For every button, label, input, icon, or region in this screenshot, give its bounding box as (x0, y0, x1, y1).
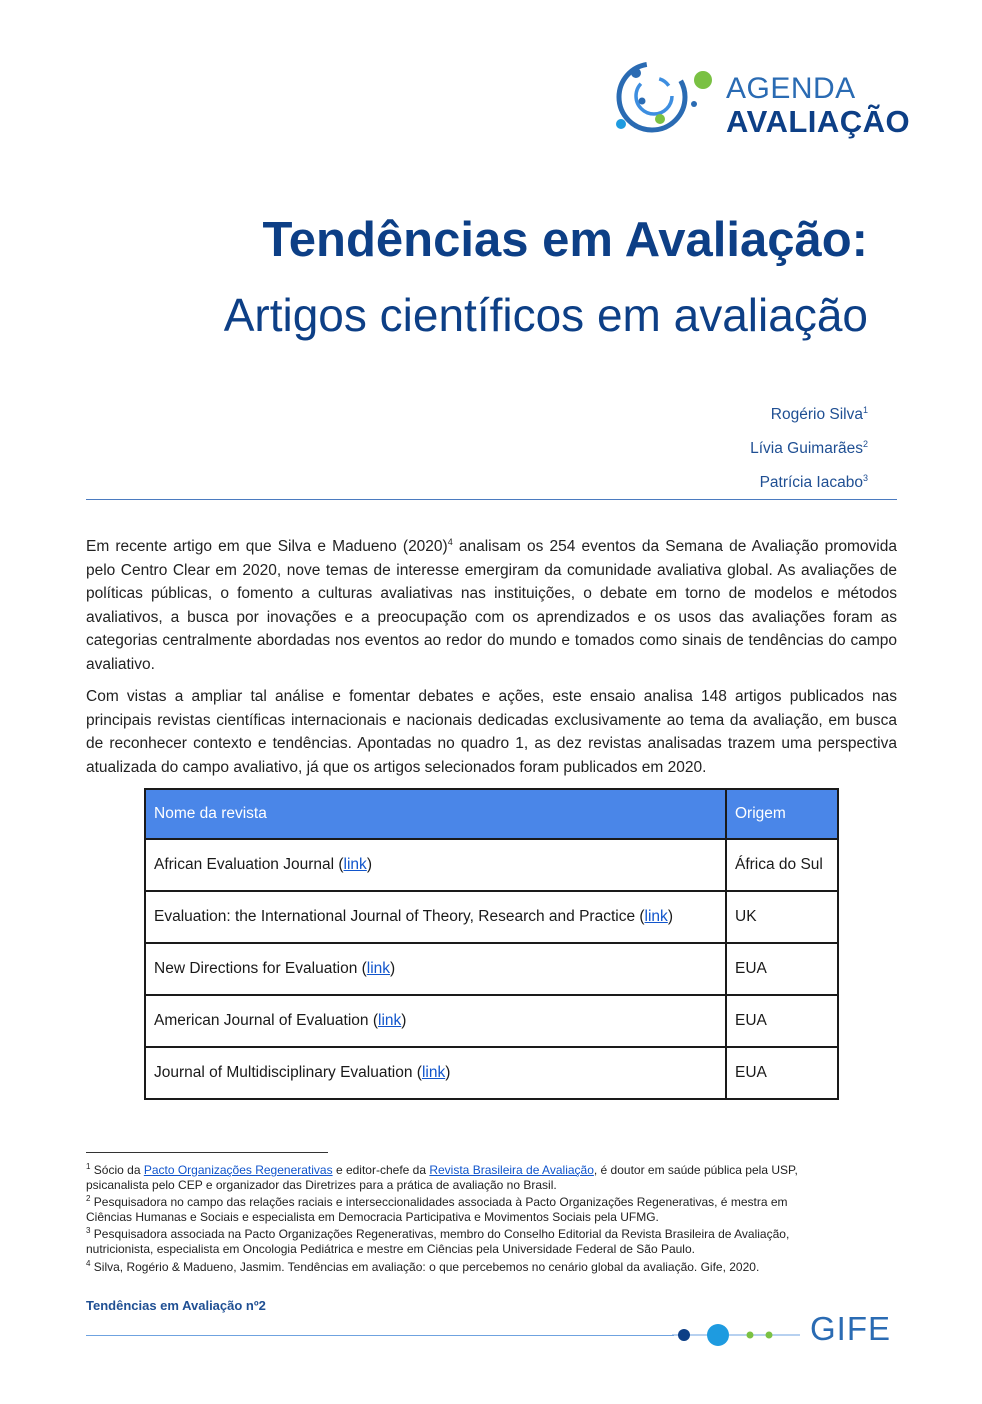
footnote-text: , é doutor em saúde pública pela USP, (593, 1163, 798, 1177)
column-header-journal: Nome da revista (145, 789, 726, 839)
paragraph-text: Em recente artigo em que Silva e Madueno (2020) (86, 538, 448, 555)
logo-text-agenda: AGENDA (726, 72, 856, 105)
journal-link[interactable]: link (366, 960, 391, 977)
footnote-number: 1 (86, 1162, 91, 1171)
table-row (145, 995, 838, 1047)
footnote-text: Silva, Rogério & Madueno, Jasmim. Tendências em avaliação: o que percebemos no cenário global da avaliação. Gife, 2020. (90, 1259, 760, 1274)
title-divider (86, 499, 897, 500)
footnote-number: 3 (86, 1226, 91, 1236)
journal-cell: Evaluation: the International Journal of Theory, Research and Practice (link) (145, 891, 726, 943)
footnote-text: Sócio da (90, 1163, 144, 1177)
journal-cell: Journal of Multidisciplinary Evaluation (link) (145, 1047, 726, 1099)
journal-name: African Evaluation Journal (154, 856, 335, 873)
footnote-number: 2 (86, 1194, 91, 1204)
body-paragraph: Com vistas a ampliar tal análise e fomentar debates e ações, este ensaio analisa 148 artigos publicados nas principais revistas científicas internacionais e nacionais dedicadas exclusivamente ao tema da avaliação, em busca de reconhecer contexto e tendências. Apontadas no quadro 1, as dez revistas analisadas trazem uma perspectiva atualizada do campo avaliativo, já que os artigos selecionados foram publicados em 2020. (86, 688, 897, 776)
page-title: Tendências em Avaliação: (262, 213, 868, 267)
journals-table (144, 788, 839, 1100)
column-header-origin: Origem (726, 789, 838, 839)
orbit-logo-icon (608, 52, 720, 144)
author-list (750, 398, 868, 500)
footnote-divider (86, 1152, 328, 1153)
footnote-3-cont: nutricionista, especialista em Oncologia Pediátrica e mestre em Ciências pela Universidade Federal de São Paulo. (86, 1241, 695, 1256)
origin-cell: EUA (726, 1047, 838, 1099)
journal-name: New Directions for Evaluation (154, 960, 358, 977)
footnote-number: 4 (86, 1258, 91, 1268)
table-row (145, 943, 838, 995)
footnote-text: Pesquisadora associada na Pacto Organizações Regenerativas, membro do Conselho Editorial da Revista Brasileira de Avaliação, (90, 1227, 790, 1242)
author-item (750, 466, 868, 500)
series-label: Tendências em Avaliação nº2 (86, 1298, 266, 1313)
journal-link[interactable]: link (343, 856, 367, 873)
footnote-4 (86, 1257, 886, 1275)
body-paragraph (86, 535, 897, 676)
journal-link[interactable]: link (378, 1012, 402, 1029)
origin-cell: EUA (726, 995, 838, 1047)
footnote-3 (86, 1224, 886, 1242)
footer-dots-icon (672, 1322, 802, 1350)
logo-text-avaliacao: AVALIAÇÃO (726, 104, 911, 139)
footnote-marker[interactable]: 1 (862, 405, 868, 415)
journal-cell: New Directions for Evaluation (link) (145, 943, 726, 995)
agenda-avaliacao-logo (608, 52, 911, 144)
footnote-marker[interactable]: 3 (862, 473, 868, 483)
author-name: Rogério Silva (770, 406, 863, 424)
journal-link[interactable]: link (644, 908, 668, 925)
journal-name: Evaluation: the International Journal of Theory, Research and Practice (154, 908, 636, 925)
footer-line (86, 1335, 674, 1336)
author-name: Patrícia Iacabo (759, 474, 863, 492)
footnote-2 (86, 1192, 886, 1210)
footnote-2-cont: Ciências Humanas e Sociais e especialista em Democracia Participativa e Movimentos Sociais pela UFMG. (86, 1209, 659, 1224)
author-name: Lívia Guimarães (750, 440, 863, 458)
journal-name: Journal of Multidisciplinary Evaluation (154, 1064, 413, 1081)
journal-link[interactable]: link (421, 1064, 446, 1081)
author-item (750, 398, 868, 432)
footnote-marker[interactable]: 2 (862, 439, 868, 449)
table-row (145, 891, 838, 943)
paragraph-text: analisam os 254 eventos da Semana de Avaliação promovida pelo Centro Clear em 2020, nove temas de interesse emergiram da comunidade avaliativa global. As avaliações de políticas públicas, o fomento a culturas avaliativas nas instituições, o debate em torno de modelos e métodos avaliativos, a busca por inovações e a preocupação com os aprendizados e os usos das avaliações foram as categorias centralmente abordadas nos eventos ao redor do mundo e tomados como sinais de tendências do campo avaliativo. (86, 538, 897, 673)
journal-cell: American Journal of Evaluation (link) (145, 995, 726, 1047)
footnote-text: e editor-chefe da (332, 1163, 430, 1177)
table-row (145, 1047, 838, 1099)
footnote-1 (86, 1160, 886, 1178)
origin-cell: UK (726, 891, 838, 943)
page-subtitle: Artigos científicos em avaliação (223, 289, 868, 341)
table-header-row (145, 789, 838, 839)
author-item (750, 432, 868, 466)
footnotes (86, 1160, 886, 1274)
table-row (145, 839, 838, 891)
origin-cell: África do Sul (726, 839, 838, 891)
footnote-text: Pesquisadora no campo das relações raciais e interseccionalidades associada à Pacto Organizações Regenerativas, é mestra em (90, 1195, 788, 1210)
journal-name: American Journal of Evaluation (154, 1012, 369, 1029)
pacto-link[interactable]: Pacto Organizações Regenerativas (143, 1163, 333, 1177)
origin-cell: EUA (726, 943, 838, 995)
journal-cell: African Evaluation Journal (link) (145, 839, 726, 891)
gife-logo: GIFE (810, 1310, 892, 1347)
revista-link[interactable]: Revista Brasileira de Avaliação (429, 1163, 594, 1177)
footnote-marker[interactable]: 4 (447, 536, 453, 547)
footnote-1-cont: psicanalista pelo CEP e organizador das Diretrizes para a prática de avaliação no Brasil. (86, 1177, 557, 1192)
